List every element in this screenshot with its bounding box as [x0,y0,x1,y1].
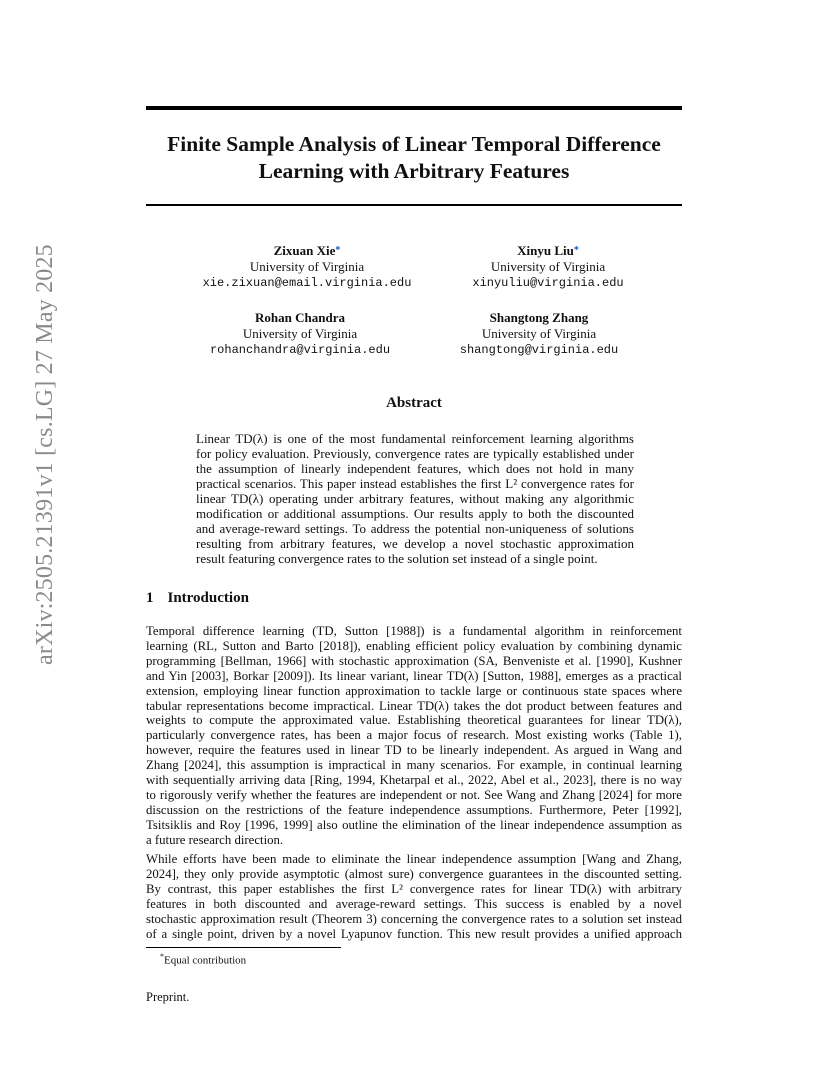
abstract-line: modification or additional assumptions. Our results apply to both the discounted [196,506,634,521]
abstract-line: linear TD(λ) operating under arbitrary features, without making any algorithmic [196,491,634,506]
paragraph-line: programming [Bellman, 1966] with stochastic approximation (SA, Benveniste et al. [1990], Kushner [146,653,682,668]
author-email: xie.zixuan@email.virginia.edu [202,276,412,290]
abstract-line: practical scenarios. This paper instead establishes the first L² convergence rates for [196,476,634,491]
paragraph-line: stochastic approximation result (Theorem 3) concerning the convergence rates to a solution set instead [146,911,682,926]
abstract-line: the assumption of linearly independent features, which does not hold in many [196,461,634,476]
footnote-rule [146,947,341,948]
section-number: 1 [146,590,154,606]
paragraph-line: a future research direction. [146,832,284,847]
paragraph-line: however, require the features used in linear TD to be linearly independent. As argued in Wang and [146,743,682,758]
arxiv-sidebar [18,244,58,665]
author-affiliation: University of Virginia [242,326,358,341]
arxiv-identifier: arXiv:2505.21391v1 [cs.LG] 27 May 2025 [32,244,58,665]
abstract-line: for policy evaluation. Previously, convergence rates are typically established under [196,446,634,461]
paragraph-line: weights to compute the approximated value. Establishing theoretical guarantees for linear TD(λ), [146,713,682,728]
paragraph-line: 2024], they only provide asymptotic (almost sure) convergence guarantees in the discounted setting. [146,866,682,881]
paragraph-line: discussion on the restrictions of the feature independence assumptions. Furthermore, Peter [1992], [146,802,682,817]
paragraph-line: By contrast, this paper establishes the first L² convergence rates for linear TD(λ) with arbitrary [146,881,682,896]
paper-title [146,131,682,185]
paragraph-line: with sequentially arriving data [Ring, 1994, Khetarpal et al., 2022, Abel et al., 2023], there is no way [146,773,682,788]
paragraph-line: Tsitsiklis and Roy [1996, 1999] also outline the elimination of the linear independence assumption as [146,817,682,832]
abstract-line: and average-reward settings. To address the potential non-uniqueness of solutions [196,521,634,536]
author-affiliation: University of Virginia [481,326,597,341]
title-line-1: Finite Sample Analysis of Linear Temporal Difference [167,132,661,156]
paragraph-line: Temporal difference learning (TD, Sutton [1988]) is a fundamental algorithm in reinforcement [146,624,682,638]
author-name: Shangtong Zhang [489,310,589,325]
abstract-line: result featuring convergence rates to the solution set instead of a single point. [196,551,598,566]
equal-contribution-marker[interactable]: * [335,245,341,256]
author-block [418,243,678,291]
author-name: Zixuan Xie [273,243,336,258]
paragraph-line: and Yin [2003], Borkar [2009]). Its linear variant, linear TD(λ) [Sutton, 1988], emerges as a practical [146,668,682,683]
section-heading [146,590,249,607]
footnote [160,952,246,967]
author-name: Xinyu Liu [517,243,574,258]
paragraph-line: While efforts have been made to eliminate the linear independence assumption [Wang and Zhang, [146,852,682,866]
author-block [177,243,437,291]
abstract-heading: Abstract [386,395,442,411]
author-name: Rohan Chandra [255,310,345,325]
title-top-rule [146,106,682,110]
paragraph-line: to rigorously verify whether the features are independent or not. See Wang and Zhang [2024] for more [146,787,682,802]
paragraph-line: of a single point, driven by a novel Lyapunov function. This new result provides a unified approach [146,926,682,941]
author-block [409,310,669,358]
intro-paragraph-2 [146,852,682,941]
title-line-2: Learning with Arbitrary Features [258,159,570,183]
paragraph-line: tabular representations become impractical. Linear TD(λ) takes the dot product between features and [146,698,682,713]
paragraph-line: learning (RL, Sutton and Barto [2018]), enabling efficient policy evaluation by combining dynamic [146,638,682,653]
paragraph-line: features in both discounted and average-reward settings. This success is enabled by a novel [146,896,682,911]
author-email: xinyuliu@virginia.edu [472,276,624,290]
author-email: shangtong@virginia.edu [459,343,619,357]
paragraph-line: Zhang [2024], this assumption is impractical in many scenarios. For example, in continual learning [146,758,682,773]
footnote-marker: * [160,952,164,961]
section-title: Introduction [167,590,249,606]
paragraph-line: particularly convergence rates, has been a major focus of research. Most existing works (Table 1), [146,728,682,743]
preprint-label: Preprint. [146,990,190,1004]
author-affiliation: University of Virginia [490,259,606,274]
abstract-body [196,431,634,566]
author-block [170,310,430,358]
title-bottom-rule [146,204,682,206]
author-email: rohanchandra@virginia.edu [209,343,391,357]
paragraph-line: extension, employing linear function approximation to tackle large or continuous state spaces where [146,683,682,698]
intro-paragraph-1 [146,624,682,848]
abstract-line: resulting from arbitrary features, we develop a novel stochastic approximation [196,536,634,551]
footnote-text: Equal contribution [164,954,247,967]
equal-contribution-marker[interactable]: * [573,245,579,256]
abstract-line: Linear TD(λ) is one of the most fundamental reinforcement learning algorithms [196,431,634,446]
author-affiliation: University of Virginia [249,259,365,274]
